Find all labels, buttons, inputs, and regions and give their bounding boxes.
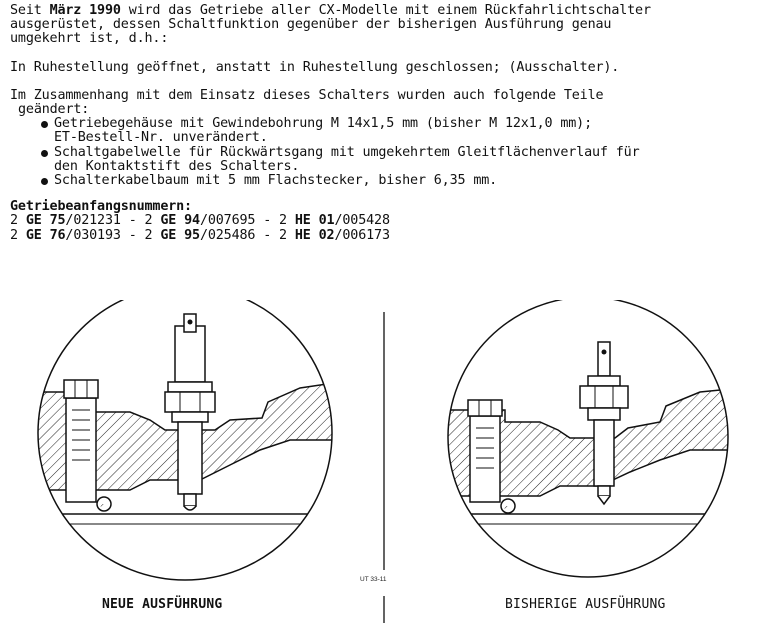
switch-illustration bbox=[0, 300, 770, 623]
intro-date: März 1990 bbox=[49, 3, 121, 18]
list-item: Getriebegehäuse mit Gewindebohrung M 14x1,5 mm (bisher M 12x1,0 mm); ET-Bestell-Nr. unverändert. bbox=[54, 117, 760, 145]
changes-list bbox=[54, 117, 760, 188]
gearbox-numbers-title: Getriebeanfangsnummern: bbox=[10, 199, 192, 215]
figure-reference: UT 33-11 bbox=[360, 576, 387, 583]
document-text bbox=[10, 4, 760, 243]
bullet-icon bbox=[41, 121, 48, 128]
intro-line-1 bbox=[10, 4, 760, 18]
intro-text: Seit bbox=[10, 3, 50, 18]
rest-position-text: In Ruhestellung geöffnet, anstatt in Ruhestellung geschlossen; (Ausschalter). bbox=[10, 59, 620, 75]
previous-version-detail bbox=[440, 342, 740, 524]
gearbox-numbers-row: 2 GE 76/030193 - 2 GE 95/025486 - 2 HE 02/006173 bbox=[10, 227, 390, 243]
illustration-svg bbox=[0, 300, 770, 623]
list-item: Schaltgabelwelle für Rückwärtsgang mit umgekehrtem Gleitflächenverlauf für den Kontaktstift des Schalters. bbox=[54, 146, 760, 174]
changes-intro-2: geändert: bbox=[18, 102, 90, 118]
new-version-detail bbox=[30, 314, 340, 524]
changes-intro-1: Im Zusammenhang mit dem Einsatz dieses Schalters wurden auch folgende Teile bbox=[10, 87, 604, 103]
caption-new-version: NEUE AUSFÜHRUNG bbox=[102, 597, 223, 612]
list-item: Schalterkabelbaum mit 5 mm Flachstecker, bisher 6,35 mm. bbox=[54, 174, 760, 188]
intro-line-3: umgekehrt ist, d.h.: bbox=[10, 31, 169, 47]
intro-line-2: ausgerüstet, dessen Schaltfunktion gegenüber der bisherigen Ausführung genau bbox=[10, 17, 612, 33]
gearbox-numbers-row: 2 GE 75/021231 - 2 GE 94/007695 - 2 HE 01/005428 bbox=[10, 213, 390, 229]
caption-previous-version: BISHERIGE AUSFÜHRUNG bbox=[505, 597, 666, 612]
bullet-icon bbox=[41, 178, 48, 185]
bullet-icon bbox=[41, 150, 48, 157]
intro-text-rest: wird das Getriebe aller CX-Modelle mit einem Rückfahrlichtschalter bbox=[120, 3, 651, 18]
